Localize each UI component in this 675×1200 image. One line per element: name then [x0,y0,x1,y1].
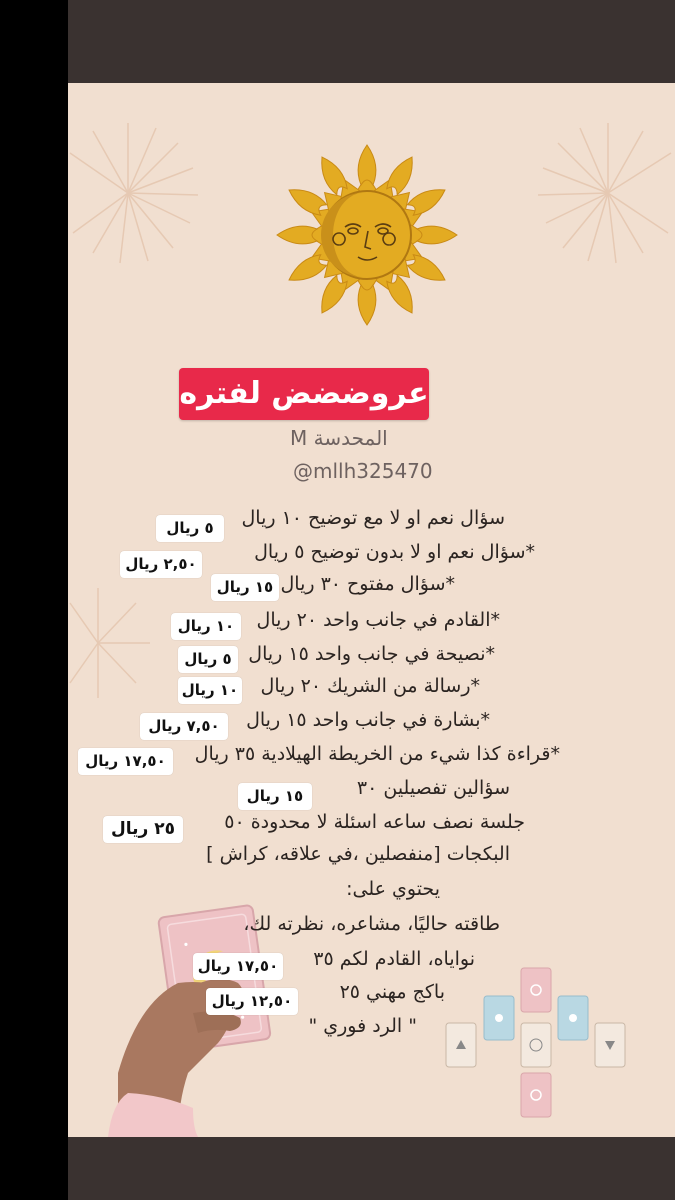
price-line: *بشارة في جانب واحد ١٥ ريال [246,709,490,731]
price-line: جلسة نصف ساعه اسئلة لا محدودة ٥٠ [224,811,525,833]
tarot-spread-illustration [446,968,625,1117]
price-line: نواياه، القادم لكم ٣٥ [313,948,475,970]
discount-price-badge: ١٧,٥٠ ريال [78,748,173,775]
account-handle: @mllh325470 [293,459,433,483]
bottom-frame-bar [68,1137,675,1200]
discount-price-badge: ٧,٥٠ ريال [140,713,228,740]
price-line: سؤال نعم او لا مع توضيح ١٠ ريال [241,507,505,529]
price-line: *القادم في جانب واحد ٢٠ ريال [256,609,500,631]
discount-price-badge: ١٠ ريال [171,613,241,640]
price-line: باكج مهني ٢٥ [339,981,445,1003]
left-sunburst-decoration [70,123,198,263]
package-contents-line: طاقته حاليًا، مشاعره، نظرته لك، [243,913,500,935]
price-line: *رسالة من الشريك ٢٠ ريال [260,675,480,697]
discount-price-badge: ٢,٥٠ ريال [120,551,202,578]
discount-price-badge: ٥ ريال [178,646,238,673]
offer-poster [68,83,675,1137]
bottom-left-sunburst-decoration [70,588,150,698]
reader-name: المحدسة M [290,426,388,450]
discount-price-badge: ١٧,٥٠ ريال [193,953,283,980]
price-line: سؤالين تفصيلين ٣٠ [356,777,510,799]
discount-price-badge: ١٢,٥٠ ريال [206,988,298,1015]
instant-reply-note: " الرد فوري " [308,1015,417,1037]
discount-price-badge: ١٠ ريال [178,677,242,704]
price-line: *قراءة كذا شيء من الخريطة الهيلادية ٣٥ ريال [194,743,560,765]
discount-price-badge: ١٥ ريال [238,783,312,810]
packages-heading: البكجات [منفصلين ،في علاقه، كراش ] [206,843,510,865]
right-sunburst-decoration [538,123,671,263]
discount-price-badge: ٢٥ ريال [103,816,183,843]
offer-title-banner: عروضضض لفتره [179,368,429,420]
price-line: *نصيحة في جانب واحد ١٥ ريال [248,643,495,665]
discount-price-badge: ٥ ريال [156,515,224,542]
package-contents-label: يحتوي على: [346,878,440,900]
price-line: *سؤال مفتوح ٣٠ ريال [280,573,455,595]
hand-holding-card-illustration [108,905,271,1137]
price-line: *سؤال نعم او لا بدون توضيح ٥ ريال [254,541,535,563]
sun-face-icon [277,145,457,325]
top-frame-bar [68,0,675,83]
discount-price-badge: ١٥ ريال [211,574,279,601]
